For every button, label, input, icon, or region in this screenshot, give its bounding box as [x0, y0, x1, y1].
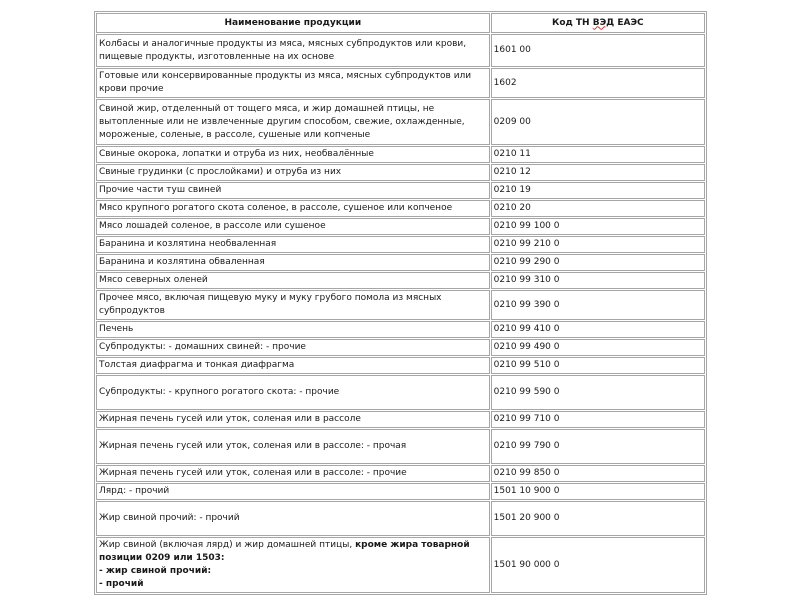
table-row [96, 411, 705, 428]
product-code-cell: 0210 99 490 0 [491, 339, 705, 356]
table-row [96, 182, 705, 199]
product-name-cell: Готовые или консервированные продукты из мяса, мясных субпродуктов или крови прочие [96, 68, 490, 98]
table-row [96, 501, 705, 536]
product-code-cell: 0210 20 [491, 200, 705, 217]
product-name-cell: Прочее мясо, включая пищевую муку и муку грубого помола из мясных субпродуктов [96, 290, 490, 320]
product-code-cell: 0210 99 790 0 [491, 429, 705, 464]
table-row [96, 99, 705, 145]
product-code-cell: 0210 99 100 0 [491, 218, 705, 235]
table-row [96, 339, 705, 356]
product-name-cell [96, 537, 490, 593]
table-row [96, 321, 705, 338]
header-code-spell: ВЭД [592, 17, 615, 28]
product-name-cell: Свиные грудинки (с прослойками) и отруба из них [96, 164, 490, 181]
product-name-cell: Лярд: - прочий [96, 483, 490, 500]
product-name-cell: Толстая диафрагма и тонкая диафрагма [96, 357, 490, 374]
product-name-cell: Свиной жир, отделенный от тощего мяса, и жир домашней птицы, не вытопленные или не извлеченные другим способом, свежие, охлажденные, мороженые, соленые, в рассоле, сушеные или копченые [96, 99, 490, 145]
product-code-cell: 0209 00 [491, 99, 705, 145]
product-name-cell: Прочие части туш свиней [96, 182, 490, 199]
header-product-name: Наименование продукции [96, 13, 490, 33]
last-row-name-bold-1: кроме жира товарной позиции 0209 или 1503: [99, 540, 470, 563]
product-code-cell: 0210 99 590 0 [491, 375, 705, 410]
table-row [96, 146, 705, 163]
table-row [96, 465, 705, 482]
product-code-cell: 0210 99 510 0 [491, 357, 705, 374]
product-name-cell: Жирная печень гусей или уток, соленая или в рассоле: - прочие [96, 465, 490, 482]
table-row [96, 164, 705, 181]
product-name-cell: Свиные окорока, лопатки и отруба из них, необвалённые [96, 146, 490, 163]
product-name-cell: Субпродукты: - крупного рогатого скота: - прочие [96, 375, 490, 410]
table-row [96, 68, 705, 98]
product-name-cell: Жир свиной прочий: - прочий [96, 501, 490, 536]
table-row [96, 537, 705, 593]
table-row [96, 272, 705, 289]
product-name-cell: Жирная печень гусей или уток, соленая или в рассоле: - прочая [96, 429, 490, 464]
product-code-cell: 1501 20 900 0 [491, 501, 705, 536]
table-row [96, 236, 705, 253]
table-row [96, 290, 705, 320]
table-row [96, 483, 705, 500]
product-code-cell: 0210 99 290 0 [491, 254, 705, 271]
product-code-cell: 0210 99 410 0 [491, 321, 705, 338]
table-row [96, 429, 705, 464]
product-name-cell: Жирная печень гусей или уток, соленая или в рассоле [96, 411, 490, 428]
product-name-cell: Субпродукты: - домашних свиней: - прочие [96, 339, 490, 356]
product-name-cell: Печень [96, 321, 490, 338]
product-name-cell: Мясо лошадей соленое, в рассоле или сушеное [96, 218, 490, 235]
product-name-cell: Баранина и козлятина необваленная [96, 236, 490, 253]
product-name-cell: Баранина и козлятина обваленная [96, 254, 490, 271]
last-row-name-plain: Жир свиной (включая лярд) и жир домашней птицы, [99, 540, 356, 550]
product-name-cell: Мясо северных оленей [96, 272, 490, 289]
product-code-cell: 0210 11 [491, 146, 705, 163]
table-row [96, 375, 705, 410]
product-code-cell: 1601 00 [491, 34, 705, 67]
product-name-cell: Колбасы и аналогичные продукты из мяса, мясных субпродуктов или крови, пищевые продукты, изготовленные на их основе [96, 34, 490, 67]
product-code-cell: 0210 99 850 0 [491, 465, 705, 482]
product-code-cell: 0210 99 310 0 [491, 272, 705, 289]
product-codes-table [94, 11, 707, 595]
product-code-cell: 0210 99 210 0 [491, 236, 705, 253]
product-code-cell: 0210 12 [491, 164, 705, 181]
header-code-prefix: Код ТН [551, 17, 593, 28]
product-code-cell: 1501 10 900 0 [491, 483, 705, 500]
table-row [96, 218, 705, 235]
last-row-name-bold-3: - прочий [99, 579, 144, 589]
product-code-cell: 1501 90 000 0 [491, 537, 705, 593]
product-name-cell: Мясо крупного рогатого скота соленое, в рассоле, сушеное или копченое [96, 200, 490, 217]
header-code-suffix: ЕАЭС [614, 17, 644, 28]
header-code [491, 13, 705, 33]
product-code-cell: 0210 99 390 0 [491, 290, 705, 320]
table-container [94, 11, 707, 595]
table-row [96, 200, 705, 217]
table-row [96, 254, 705, 271]
product-code-cell: 0210 19 [491, 182, 705, 199]
product-code-cell: 0210 99 710 0 [491, 411, 705, 428]
product-code-cell: 1602 [491, 68, 705, 98]
table-header-row [96, 13, 705, 33]
table-row [96, 34, 705, 67]
last-row-name-bold-2: - жир свиной прочий: [99, 566, 212, 576]
table-row [96, 357, 705, 374]
